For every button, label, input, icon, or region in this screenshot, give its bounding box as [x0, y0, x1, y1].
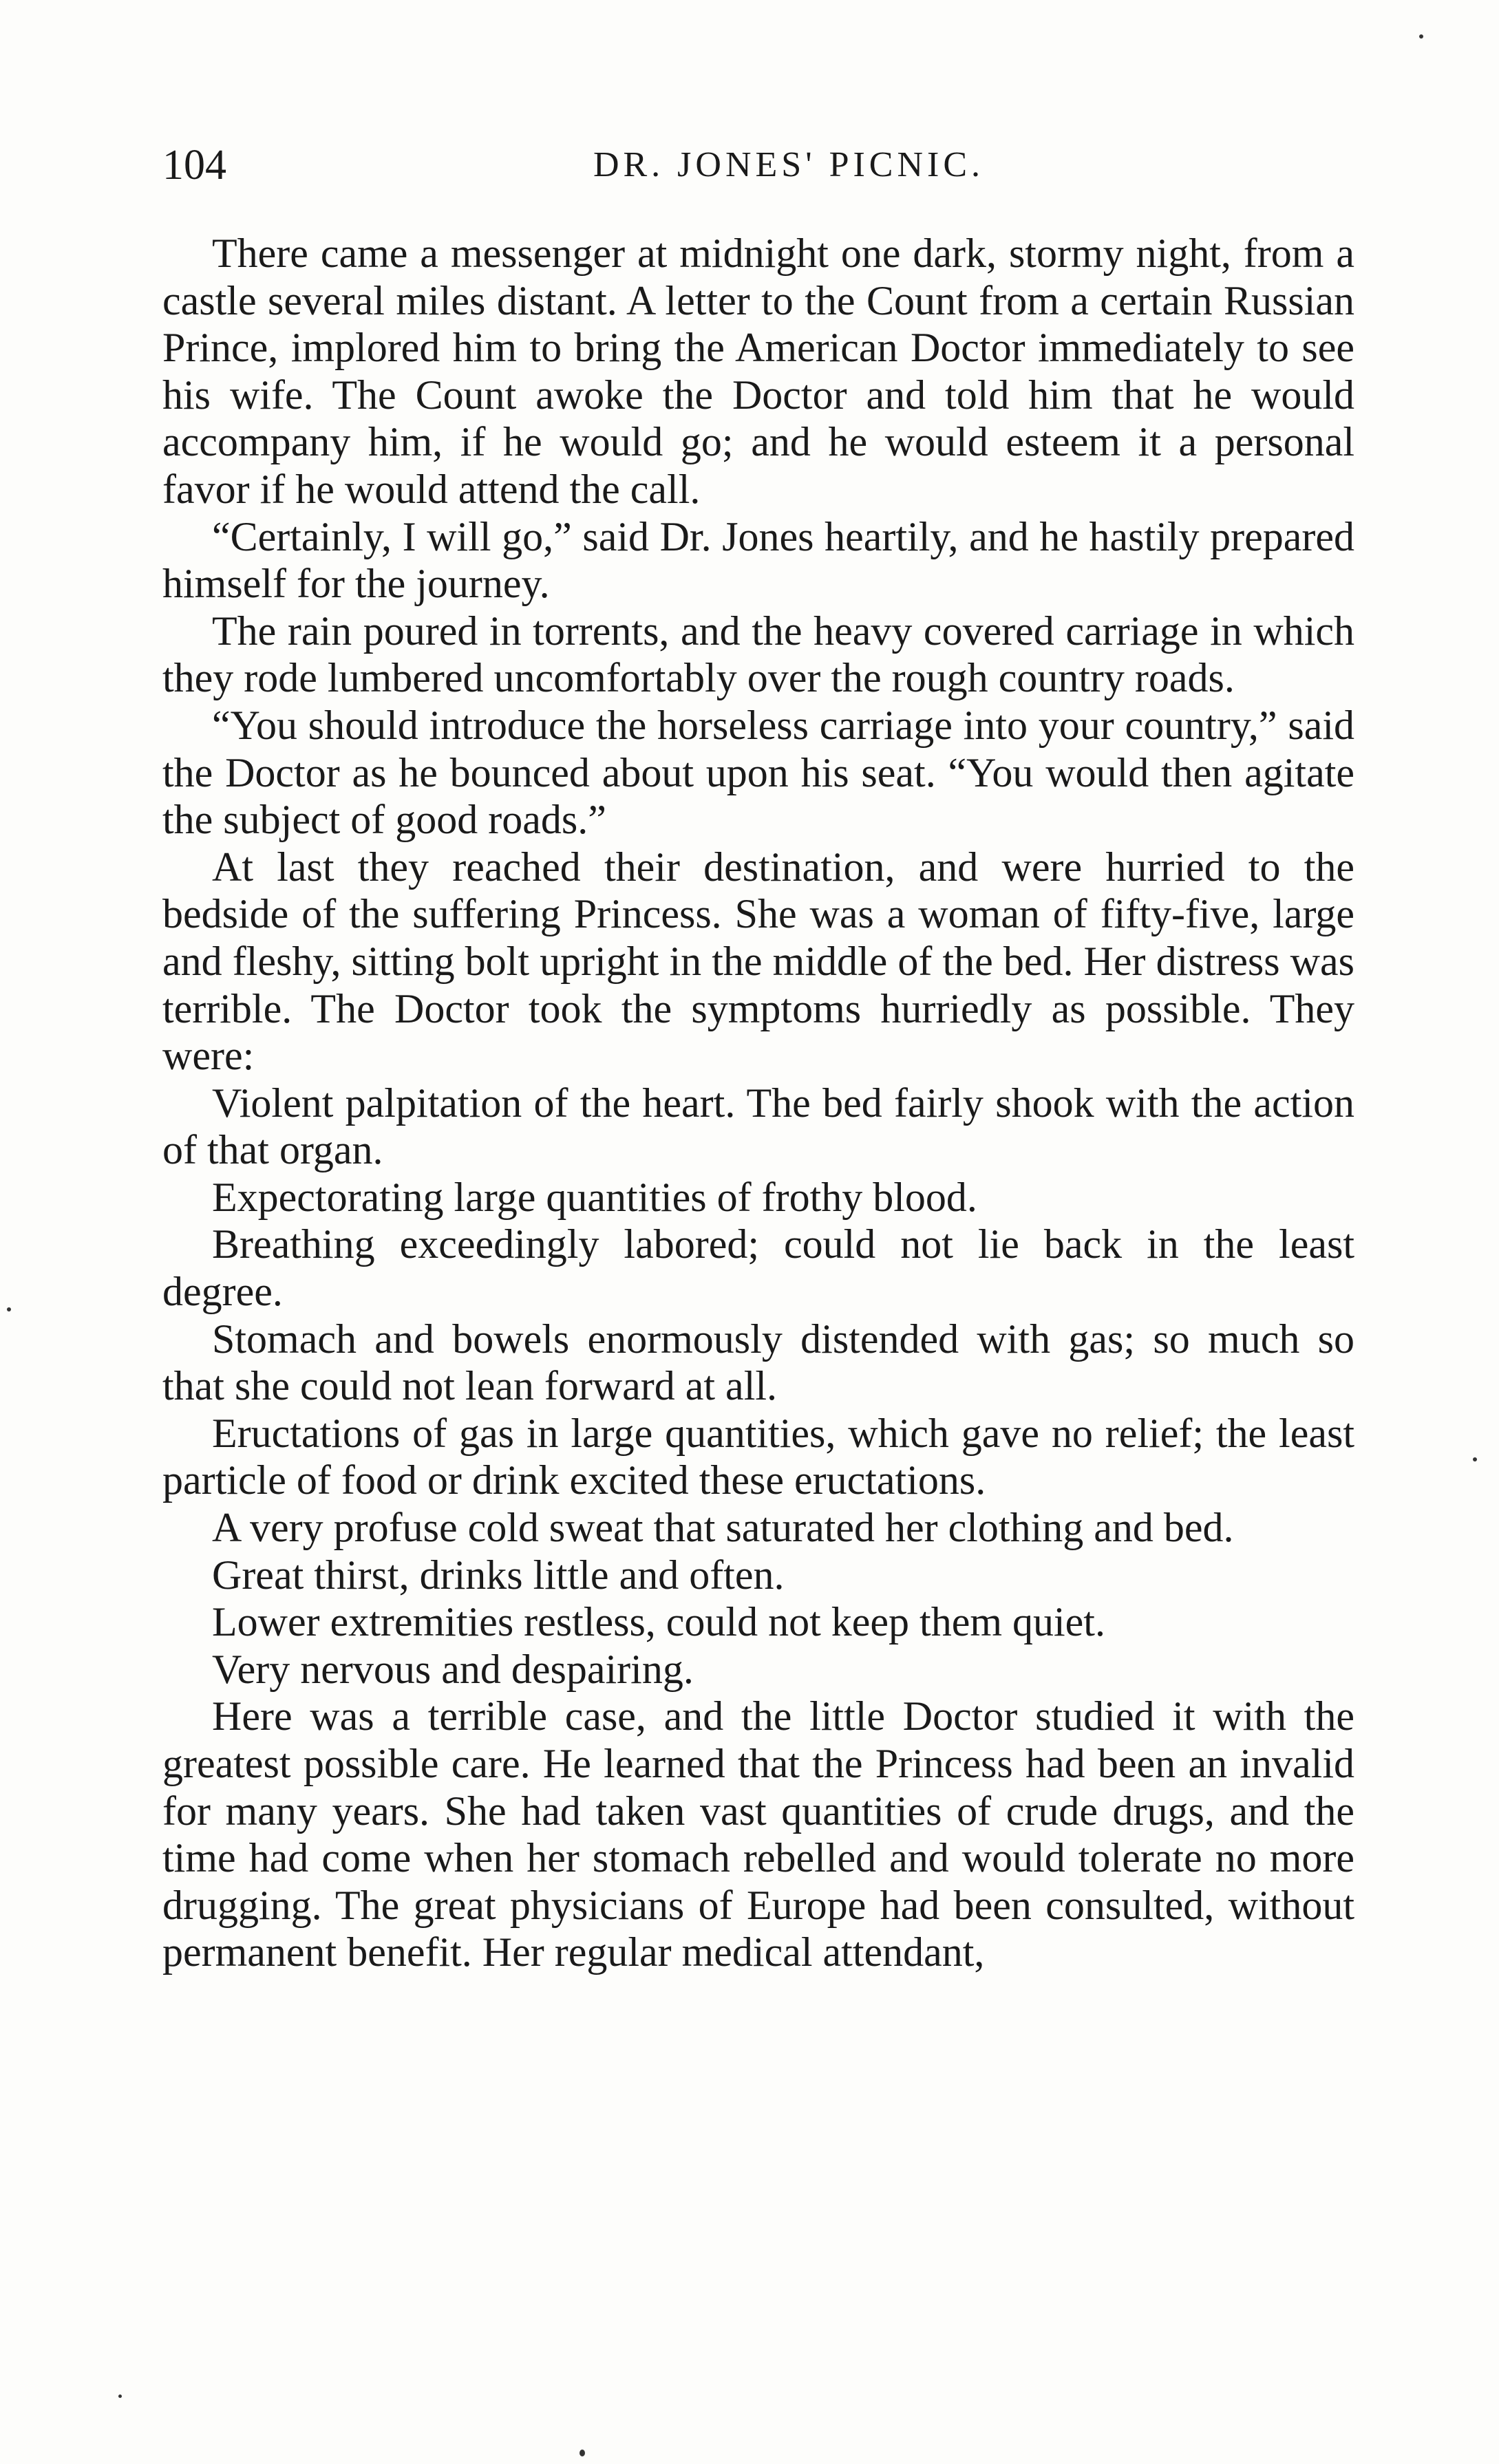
paragraph: There came a messenger at midnight one dark, stormy night, from a castle several miles distant. A letter to the Count from a certain Russian Prince, implored him to bring the American Doctor immediately to see his wife. The Count awoke the Doctor and told him that he would accompany him, if he would go; and he would esteem it a personal favor if he would attend the call. — [162, 231, 1354, 512]
print-speck — [1473, 1457, 1477, 1461]
paragraph: Here was a terrible case, and the little Doctor studied it with the greatest possible care. He learned that the Princess had been an invalid for many years. She had taken vast quantities of crude drugs, and the time had come when her stomach rebelled and would tolerate no more drugging. The great physicians of Europe had been consulted, without permanent benefit. Her regular medical attendant, — [162, 1693, 1354, 1975]
paragraph: Violent palpitation of the heart. The bed fairly shook with the action of that organ. — [162, 1080, 1354, 1173]
print-speck — [580, 2450, 585, 2456]
print-speck — [7, 1307, 11, 1311]
paragraph: Lower extremities restless, could not keep them quiet. — [212, 1599, 1105, 1645]
paragraph: Expectorating large quantities of frothy blood. — [212, 1174, 977, 1220]
page-header — [162, 138, 1346, 193]
paragraph: A very profuse cold sweat that saturated her clothing and bed. — [212, 1505, 1234, 1551]
paragraph: The rain poured in torrents, and the heavy covered carriage in which they rode lumbered uncomfortably over the rough country roads. — [162, 608, 1354, 701]
page-number: 104 — [162, 142, 226, 189]
paragraph: Breathing exceedingly labored; could not lie back in the least degree. — [162, 1221, 1354, 1315]
paragraph: Great thirst, drinks little and often. — [212, 1552, 785, 1598]
paragraph: Stomach and bowels enormously distended with gas; so much so that she could not lean forward at all. — [162, 1316, 1354, 1409]
print-speck — [1419, 34, 1423, 39]
paragraph: Eructations of gas in large quantities, which gave no relief; the least particle of food or drink excited these eructations. — [162, 1410, 1354, 1503]
running-title: DR. JONES' PICNIC. — [593, 145, 985, 184]
print-speck — [118, 2395, 122, 2398]
page-body — [162, 230, 1354, 1976]
paragraph: At last they reached their destination, and were hurried to the bedside of the suffering Princess. She was a woman of fifty-five, large and fleshy, sitting bolt upright in the middle of the bed. Her distress was terrible. The Doctor took the symptoms hurriedly as possible. They were: — [162, 844, 1354, 1079]
paragraph: “You should introduce the horseless carriage into your country,” said the Doctor as he bounced about upon his seat. “You would then agitate the subject of good roads.” — [162, 702, 1354, 843]
paragraph: “Certainly, I will go,” said Dr. Jones heartily, and he hastily prepared himself for the journey. — [162, 513, 1354, 607]
paragraph: Very nervous and despairing. — [212, 1646, 694, 1692]
